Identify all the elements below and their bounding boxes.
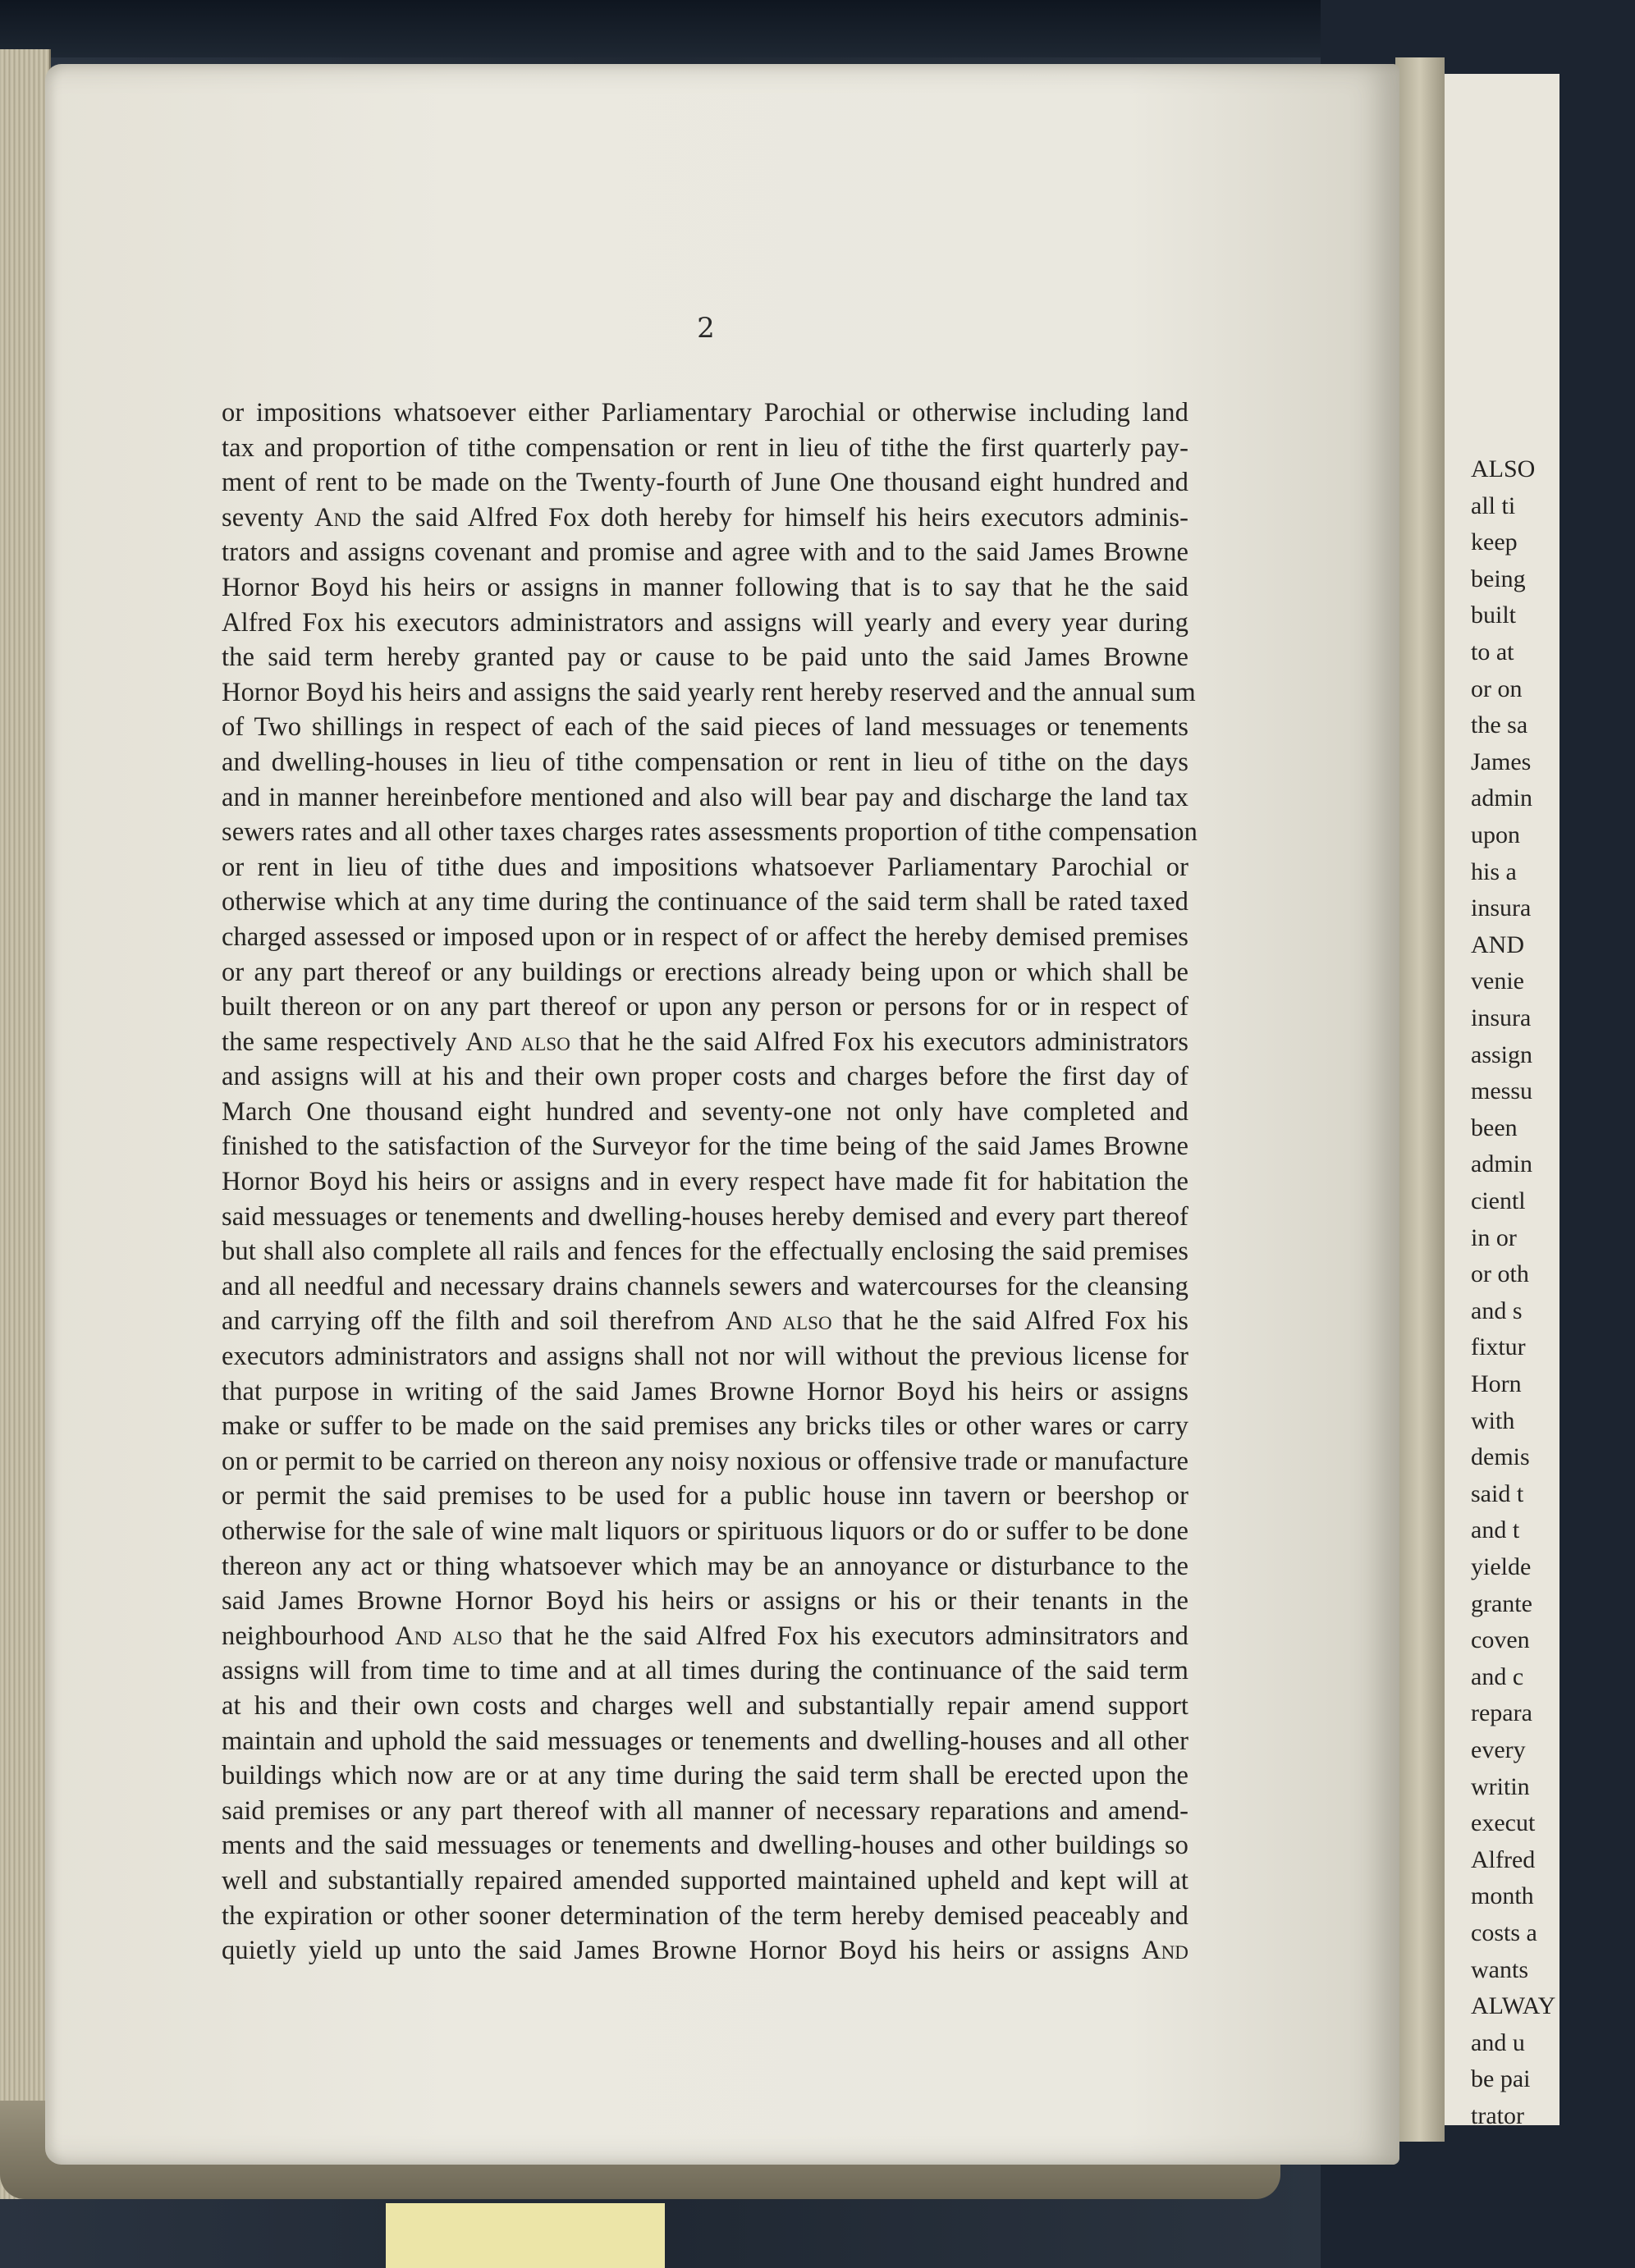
text-line: Hornor Boyd his heirs or assigns and in every respect have made fit for habitation the xyxy=(222,1167,1188,1197)
text-line: seventy And the said Alfred Fox doth hereby for himself his heirs executors adminis- xyxy=(222,502,1189,533)
text-line: otherwise which at any time during the continuance of the said term shall be rated taxed xyxy=(222,887,1188,917)
text-line: and carrying off the filth and soil therefrom And also that he the said Alfred Fox his xyxy=(222,1306,1188,1337)
opposite-text-line: assign xyxy=(1471,1040,1532,1068)
text-line: trators and assigns covenant and promise and agree with and to the said James Browne xyxy=(222,537,1188,568)
text-line: maintain and uphold the said messuages or tenements and dwelling-houses and all other xyxy=(222,1726,1188,1756)
opposite-text-line: yielde xyxy=(1471,1553,1532,1580)
text-line: said James Browne Hornor Boyd his heirs or assigns or his or their tenants in the xyxy=(222,1586,1188,1616)
page-stack-edge xyxy=(0,49,51,2199)
opposite-text-line: ALWAY xyxy=(1471,1992,1556,2020)
opposite-text-line: and u xyxy=(1471,2028,1525,2056)
opposite-text-line: Horn xyxy=(1471,1370,1522,1397)
text-line: and in manner hereinbefore mentioned and also will bear pay and discharge the land tax xyxy=(222,782,1188,812)
text-line: quietly yield up unto the said James Browne Hornor Boyd his heirs or assigns And xyxy=(222,1936,1188,1966)
text-line: well and substantially repaired amended supported maintained upheld and kept will at xyxy=(222,1865,1188,1895)
opposite-text-line: his a xyxy=(1471,857,1517,885)
opposite-text-line: be pai xyxy=(1471,2065,1531,2093)
opposite-text-line: ALSO xyxy=(1471,455,1536,482)
text-line: said messuages or tenements and dwelling-houses hereby demised and every part thereof xyxy=(222,1201,1188,1232)
opposite-text-line: AND xyxy=(1471,931,1524,958)
book-gutter xyxy=(1395,57,1445,2142)
text-line: assigns will from time to time and at all times during the continuance of the said term xyxy=(222,1656,1188,1686)
text-line: charged assessed or imposed upon or in respect of or affect the hereby demised premises xyxy=(222,921,1188,952)
opposite-text-line: month xyxy=(1471,1882,1534,1910)
text-line: ment of rent to be made on the Twenty-fourth of June One thousand eight hundred and xyxy=(222,468,1188,498)
text-line: Alfred Fox his executors administrators and assigns will yearly and every year during xyxy=(222,607,1188,638)
opposite-text-line: built xyxy=(1471,601,1517,629)
text-line: neighbourhood And also that he the said Alfred Fox his executors adminsitrators and xyxy=(222,1621,1188,1651)
opposite-text-line: costs a xyxy=(1471,1919,1537,1946)
text-line: the same respectively And also that he the said Alfred Fox his executors administrators xyxy=(222,1027,1188,1057)
text-line: that purpose in writing of the said James Browne Hornor Boyd his heirs or assigns xyxy=(222,1376,1188,1406)
opposite-text-line: writin xyxy=(1471,1772,1530,1800)
text-line: at his and their own costs and charges well and substantially repair amend support xyxy=(222,1690,1188,1721)
opposite-text-line: all ti xyxy=(1471,492,1516,519)
text-line: buildings which now are or at any time during the said term shall be erected upon the xyxy=(222,1761,1188,1791)
opposite-text-line: trator xyxy=(1471,2102,1524,2129)
opposite-text-line: messu xyxy=(1471,1077,1532,1105)
opposite-text-line: insura xyxy=(1471,1004,1532,1031)
opposite-text-line: wants xyxy=(1471,1955,1528,1983)
opposite-text-line: coven xyxy=(1471,1626,1530,1654)
text-line: said premises or any part thereof with all manner of necessary reparations and amend- xyxy=(222,1795,1188,1826)
opposite-text-line: or oth xyxy=(1471,1260,1529,1288)
opposite-text-line: and c xyxy=(1471,1662,1524,1690)
document-body xyxy=(222,396,1198,1968)
text-line: of Two shillings in respect of each of the said pieces of land messuages or tenements xyxy=(222,712,1188,743)
opposite-text-line: and t xyxy=(1471,1516,1520,1544)
text-line: ments and the said messuages or tenements and dwelling-houses and other buildings so xyxy=(222,1831,1188,1861)
text-line: sewers rates and all other taxes charges rates assessments proportion of tithe compensation xyxy=(222,817,1198,848)
text-line: the expiration or other sooner determination of the term hereby demised peaceably and xyxy=(222,1900,1188,1931)
text-line: Hornor Boyd his heirs and assigns the said yearly rent hereby reserved and the annual sum xyxy=(222,677,1196,707)
page-number: 2 xyxy=(697,312,715,345)
text-line: on or permit to be carried on thereon any noisy noxious or offensive trade or manufacture xyxy=(222,1446,1188,1476)
opposite-text-line: venie xyxy=(1471,967,1524,995)
text-line: or any part thereof or any buildings or erections already being upon or which shall be xyxy=(222,957,1188,987)
text-line: and assigns will at his and their own proper costs and charges before the first day of xyxy=(222,1062,1188,1092)
opposite-text-line: with xyxy=(1471,1406,1515,1434)
text-line: make or suffer to be made on the said premises any bricks tiles or other wares or carry xyxy=(222,1411,1188,1442)
opposite-text-line: to at xyxy=(1471,638,1514,665)
opposite-text-line: every xyxy=(1471,1736,1526,1763)
opposite-text-line: repara xyxy=(1471,1699,1532,1727)
text-line: Hornor Boyd his heirs or assigns in manner following that is to say that he the said xyxy=(222,572,1188,602)
opposite-text-line: been xyxy=(1471,1113,1518,1141)
text-line: built thereon or on any part thereof or upon any person or persons for or in respect of xyxy=(222,992,1188,1022)
opposite-text-line: grante xyxy=(1471,1589,1532,1617)
opposite-text-line: James xyxy=(1471,748,1532,775)
opposite-text-line: Alfred xyxy=(1471,1845,1536,1873)
paper-tab xyxy=(386,2203,665,2268)
opposite-text-line: being xyxy=(1471,565,1526,592)
opposite-text-line: or on xyxy=(1471,674,1523,702)
text-line: finished to the satisfaction of the Surveyor for the time being of the said James Browne xyxy=(222,1132,1188,1162)
text-line: or rent in lieu of tithe dues and impositions whatsoever Parliamentary Parochial or xyxy=(222,852,1188,882)
opposite-text-line: cientl xyxy=(1471,1187,1526,1214)
opposite-text-line: said t xyxy=(1471,1479,1524,1507)
text-line: and all needful and necessary drains channels sewers and watercourses for the cleansing xyxy=(222,1271,1188,1301)
text-line: or impositions whatsoever either Parliamentary Parochial or otherwise including land xyxy=(222,398,1188,428)
text-line: and dwelling-houses in lieu of tithe compensation or rent in lieu of tithe on the days xyxy=(222,747,1188,777)
opposite-text-line: execut xyxy=(1471,1809,1536,1837)
opposite-text-line: and s xyxy=(1471,1296,1523,1324)
text-line: March One thousand eight hundred and seventy-one not only have completed and xyxy=(222,1096,1188,1127)
opposite-text-line: in or xyxy=(1471,1223,1517,1251)
text-line: but shall also complete all rails and fences for the effectually enclosing the said premises xyxy=(222,1237,1188,1267)
opposite-text-line: admin xyxy=(1471,1150,1532,1178)
opposite-page-text xyxy=(1471,0,1567,2268)
text-line: or permit the said premises to be used for a public house inn tavern or beershop or xyxy=(222,1481,1188,1511)
text-line: executors administrators and assigns shall not nor will without the previous license for xyxy=(222,1342,1188,1372)
opposite-text-line: demis xyxy=(1471,1443,1530,1471)
text-line: otherwise for the sale of wine malt liquors or spirituous liquors or do or suffer to be done xyxy=(222,1516,1188,1546)
text-line: tax and proportion of tithe compensation or rent in lieu of tithe the first quarterly pay- xyxy=(222,432,1188,463)
text-line: thereon any act or thing whatsoever which may be an annoyance or disturbance to the xyxy=(222,1551,1188,1581)
opposite-text-line: the sa xyxy=(1471,711,1528,739)
opposite-text-line: upon xyxy=(1471,821,1520,848)
opposite-text-line: insura xyxy=(1471,894,1532,922)
opposite-text-line: fixtur xyxy=(1471,1333,1526,1361)
opposite-text-line: keep xyxy=(1471,528,1518,556)
opposite-text-line: admin xyxy=(1471,784,1532,812)
text-line: the said term hereby granted pay or cause to be paid unto the said James Browne xyxy=(222,642,1188,673)
top-binding-strip xyxy=(0,0,1321,57)
